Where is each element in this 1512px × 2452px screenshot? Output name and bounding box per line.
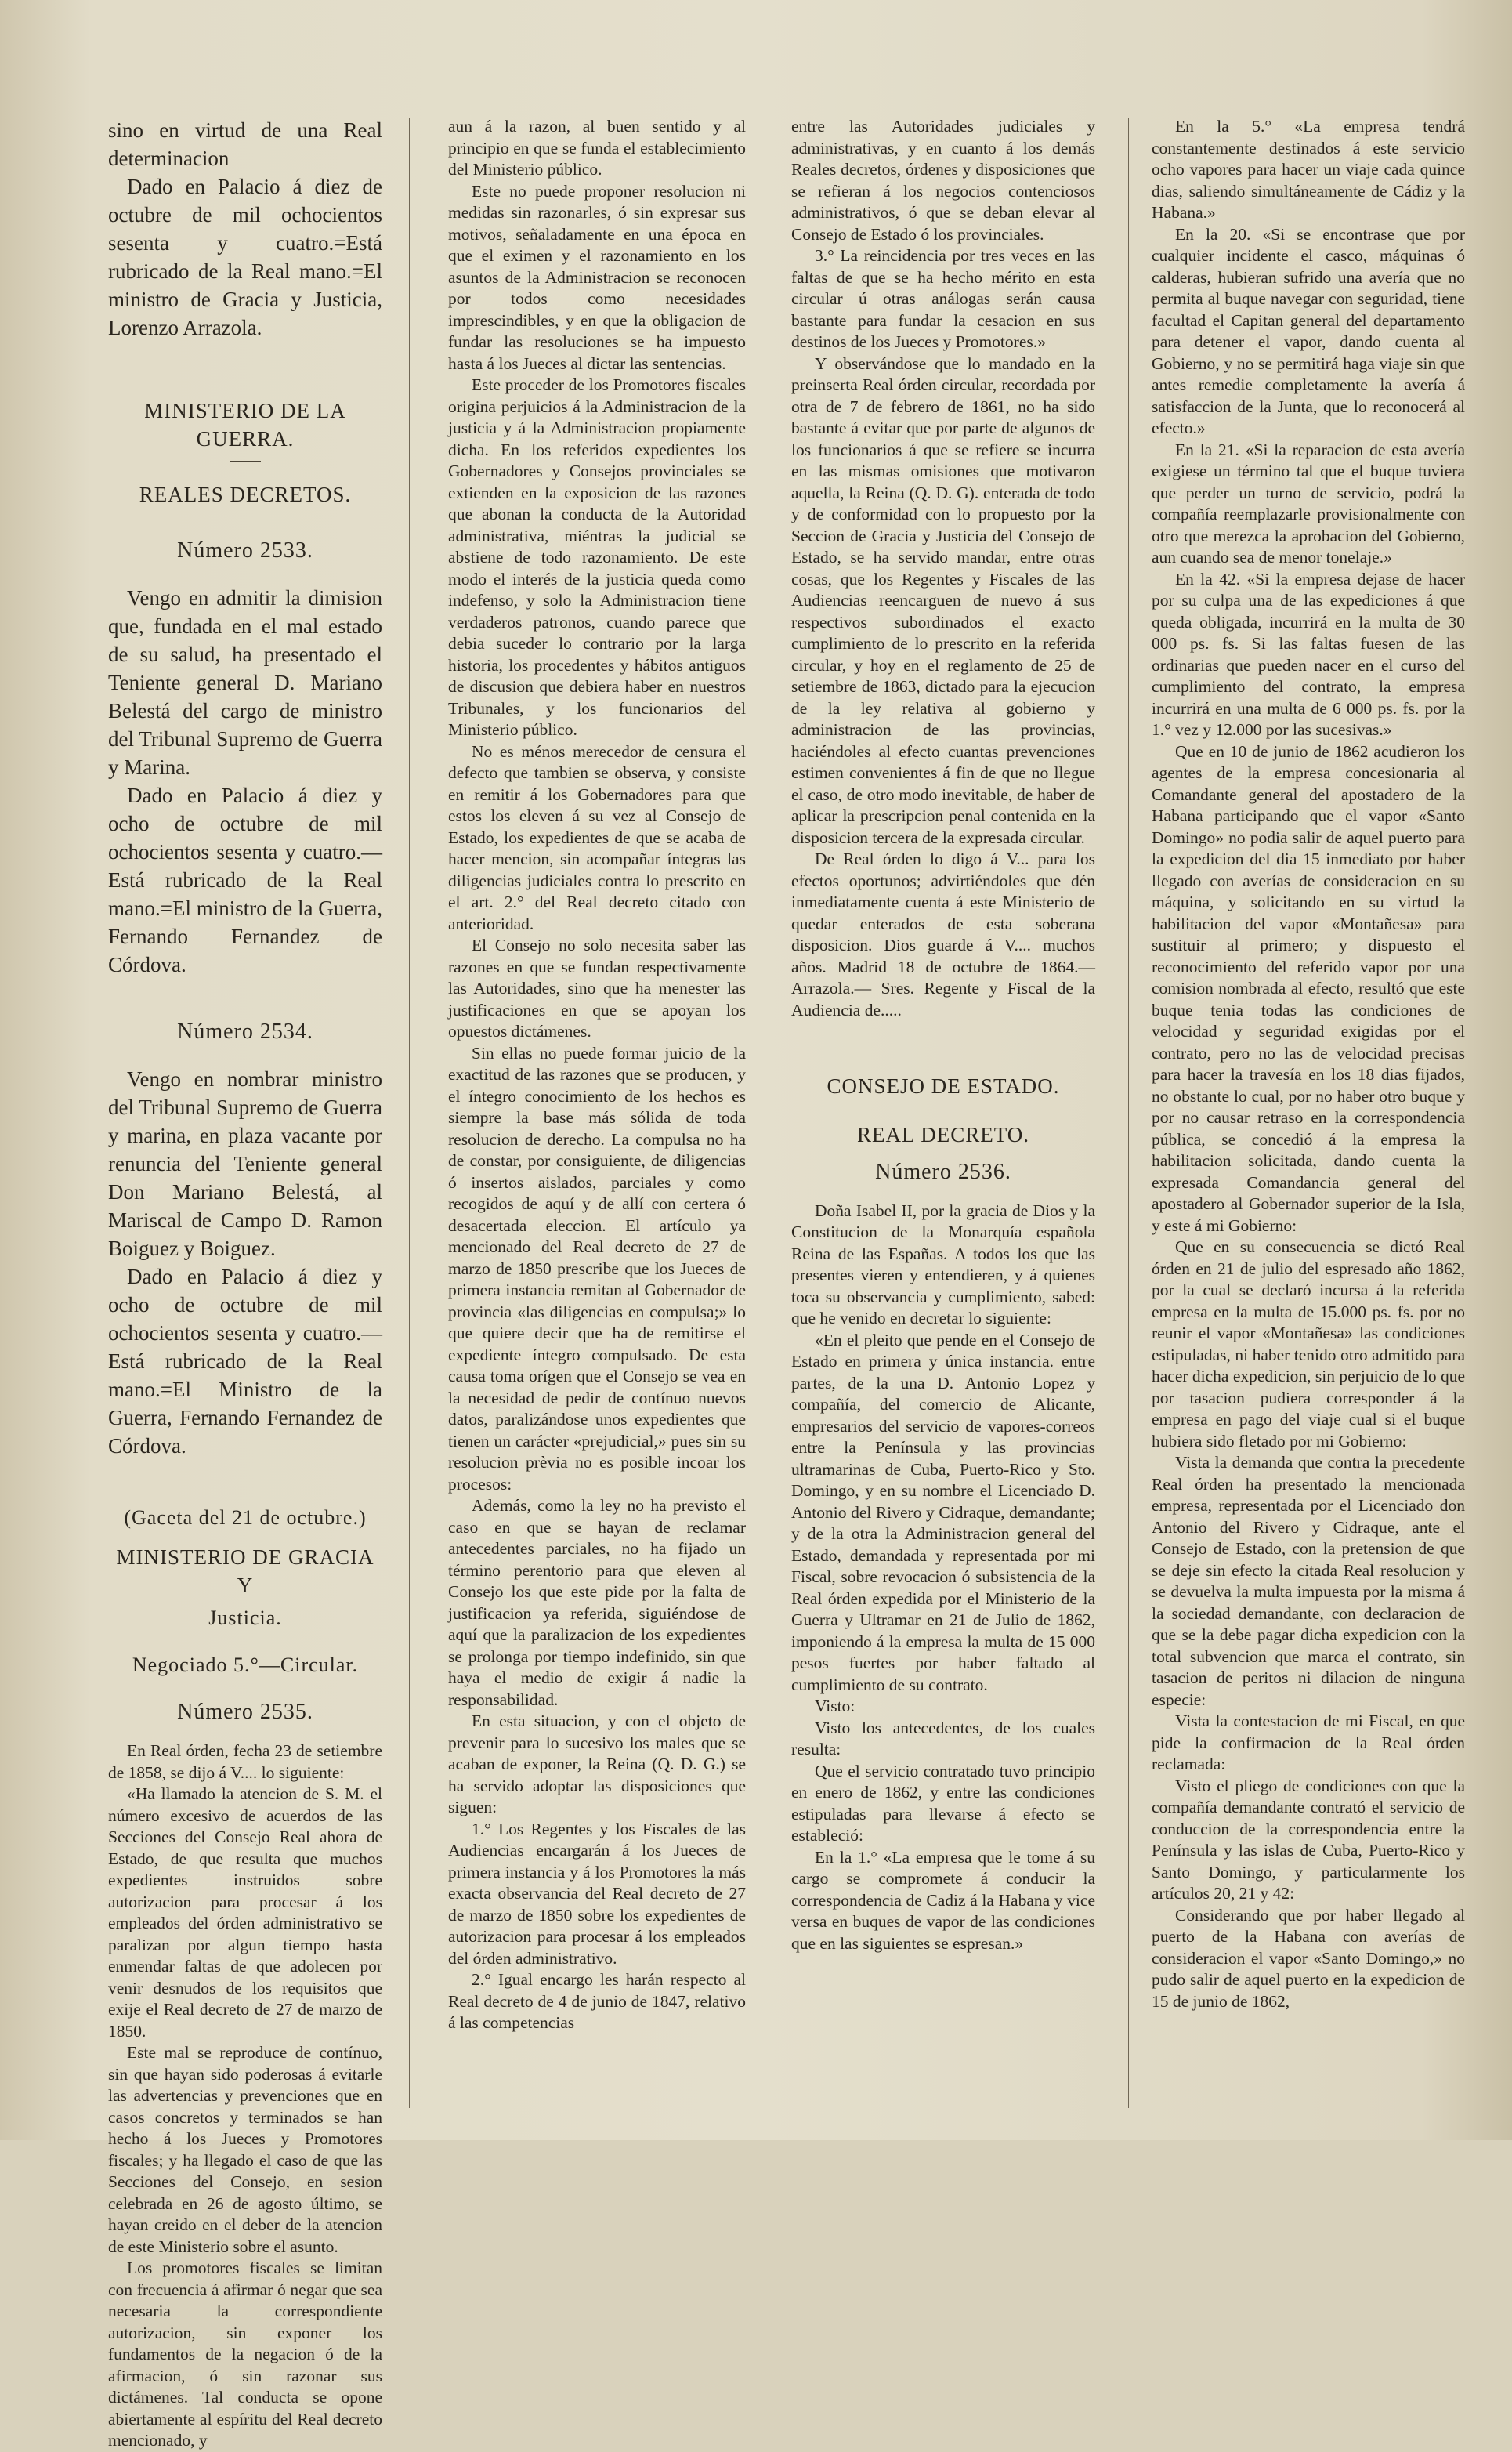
paragraph: Además, como la ley no ha previsto el caso en que se hayan de reclamar antecedentes parciales, no ha fijado un término perentorio para que eleven al Consejo los que este pide por la falta de justificacion ya referida, siguiéndose de aquí que la paralizacion de los expedientes se prolonga por tiempo indefinido, sin que haya el medio de exigir á nadie la responsabilidad. [448,1496,746,1709]
decree-number: Número 2534. [177,1020,313,1044]
paragraph: En Real órden, fecha 23 de setiembre de 1858, se dijo á V.... lo siguiente: [108,1741,382,1782]
paragraph: Sin ellas no puede formar juicio de la exactitud de las razones que se producen, y el íntegro conocimiento de los hechos es siempre la base más sólida de toda resolucion de derecho. La compulsa no ha de constar, por consiguiente, de diligencias ó insertos aislados, parciales y como recogidos de aquí y de allí con certera ó desacertada eleccion. El artículo ya mencionado del Real decreto de 27 de marzo de 1850 prescribe que los Jueces de primera instancia remitan al Gobernador de provincia «las diligencias en compulsa;» lo que quiere decir que ha de remitirse el expediente íntegro compulsado. De esta causa toma orígen que el Consejo se vea en la necesidad de pedir de contínuo nuevos datos, paralizándose unos expedientes que tienen un carácter «prejudicial,» pues sin su resolucion prèvia no es posible incoar los procesos: [448,1043,746,1494]
paragraph: Dado en Palacio á diez y ocho de octubre de mil ochocientos sesenta y cuatro.—Está rubricado de la Real mano.=El ministro de la Guerra, Fernando Fernandez de Córdova. [108,784,382,976]
decree-number: Número 2535. [177,1700,313,1724]
paragraph: Dado en Palacio á diez de octubre de mil ochocientos sesenta y cuatro.=Está rubricado de la Real mano.=El ministro de Gracia y Justicia, Lorenzo Arrazola. [108,175,382,339]
double-rule [230,458,261,462]
paragraph: Considerando que por haber llegado al puerto de la Habana con averías de consideracion el vapor «Santo Domingo,» no pudo salir de aquel puerto en la expedicion de 15 de junio de 1862, [1152,1905,1465,2011]
paragraph: En la 21. «Si la reparacion de esta avería exigiese un término tal que el buque tuviera que perder un turno de servicio, podrá la compañía reemplazarle provisionalmente con otro que merezca la aprobacion del Gobierno, aun cuando sea de menor tonelaje.» [1152,440,1465,567]
section-subheading: REAL DECRETO. [857,1122,1029,1146]
paragraph: De Real órden lo digo á V... para los efectos oportunos; advirtiéndoles que dén inmediatamente cuenta á este Ministerio de quedar enterados de esta soberana disposicion. Dios guarde á V.... muchos años. Madrid 18 de octubre de 1864.—Arrazola.— Sres. Regente y Fiscal de la Audiencia de..... [791,849,1095,1020]
section-heading: MINISTERIO DE GRACIA Y [116,1545,374,1597]
paragraph: Este mal se reproduce de contínuo, sin que hayan sido poderosas á evitarle las advertencias y prevenciones que en casos concretos y terminados se han hecho á los Jueces y Promotores fiscales; y ha llegado el caso de que las Secciones del Consejo, en sesion celebrada en 26 de agosto último, se hayan creido en el deber de la atencion de este Ministerio sobre el asunto. [108,2043,382,2256]
paragraph: No es ménos merecedor de censura el defecto que tambien se observa, y consiste en remitir á los Gobernadores para que estos los eleven á su vez al Consejo de Estado, los expedientes de que se acaba de hacer mencion, sin acompañar íntegras las diligencias judiciales contra lo prescrito en el art. 2.° del Real decreto citado con anterioridad. [448,741,746,933]
paragraph: Que el servicio contratado tuvo principio en enero de 1862, y entre las condiciones estipuladas para llevarse á efecto se estableció: [791,1761,1095,1845]
column-2 [448,116,746,2130]
paragraph: Visto los antecedentes, de los cuales resulta: [791,1718,1095,1758]
paragraph: Doña Isabel II, por la gracia de Dios y la Constitucion de la Monarquía española Reina de las Españas. A todos los que las presentes vieren y entendieren, y á quienes toca su observancia y cumplimiento, sabed: que he venido en decretar lo siguiente: [791,1201,1095,1327]
paragraph: «Ha llamado la atencion de S. M. el número excesivo de acuerdos de las Secciones del Consejo Real ahora de Estado, de que resulta que muchos expedientes instruidos sobre autorizacion para procesar á los empleados del órden administrativo se paralizan por algun tiempo hasta enmendar faltas de que adolecen por venir desnudos de los requisitos que exije el Real decreto de 27 de marzo de 1850. [108,1784,382,2041]
paragraph: Vengo en nombrar ministro del Tribunal Supremo de Guerra y marina, en plaza vacante por renuncia del Teniente general Don Mariano Belestá, al Mariscal de Campo D. Ramon Boiguez y Boiguez. [108,1067,382,1260]
paragraph: Que en 10 de junio de 1862 acudieron los agentes de la empresa concesionaria al Comandante general del apostadero de la Habana participando que el vapor «Santo Domingo» no podia salir de aquel puerto para la expedicion del dia 15 inmediato por haber llegado con averías de consideracion en su máquina, y solicitando en su virtud la habilitacion del vapor «Montañesa» para sustituir al primero; y dispuesto el reconocimiento del referido vapor por una comision nombrada al efecto, resultó que este buque tenia todas las condiciones de velocidad y seguridad exigidas por el contrato, pero no las de velocidad precisas para hacer la travesía en los 18 dias fijados, no obstante lo cual, por no haber otro buque y por no causar retraso en la correspondencia pública, se concedió á la empresa la habilitacion solicitada, dando cuenta la expresada Comandancia general del apostadero al Gobernador superior de la Isla, y este á mi Gobierno: [1152,741,1465,1235]
decree-number: Número 2533. [177,538,313,563]
paragraph: Vista la contestacion de mi Fiscal, en que pide la confirmacion de la Real órden reclamada: [1152,1711,1465,1773]
paragraph: Dado en Palacio á diez y ocho de octubre de mil ochocientos sesenta y cuatro.—Está rubricado de la Real mano.=El Ministro de la Guerra, Fernando Fernandez de Córdova. [108,1265,382,1458]
section-heading: CONSEJO DE ESTADO. [827,1074,1060,1098]
paragraph: En la 42. «Si la empresa dejase de hacer por su culpa una de las expediciones á que queda obligada, incurrirá en la multa de 30 000 ps. fs. Si las faltas fuesen de las ordinarias que pueden nacer en el curso del cumplimiento del contrato, la empresa incurrirá en una multa de 6 000 ps. fs. por la 1.° vez y 12.000 por las sucesivas.» [1152,569,1465,739]
paragraph: En la 1.° «La empresa que le tome á su cargo se compromete á conducir la correspondencia de Cadiz á la Habana y vice versa en buques de vapor de las condiciones que en las siguientes se espresan.» [791,1847,1095,1953]
paragraph: El Consejo no solo necesita saber las razones en que se fundan respectivamente las Autoridades, sino que ha menester las justificaciones en que se apoyan los opuestos dictámenes. [448,936,746,1041]
column-4 [1152,116,1465,2130]
paragraph: 1.° Los Regentes y los Fiscales de las Audiencias encargarán á los Jueces de primera instancia y á los Promotores la más exacta observancia del Real decreto de 27 de marzo de 1850 sobre los expedientes de autorizacion para procesar á los empleados del órden administrativo. [448,1819,746,1968]
section-heading-cont: Justicia. [208,1606,282,1629]
negociado-label: Negociado 5.°—Circular. [132,1653,359,1676]
paragraph: Visto el pliego de condiciones con que la compañía demandante contrató el servicio de conduccion de la correspondencia entre la Península y las islas de Cuba, Puerto-Rico y Santo Domingo, y particularmente los artículos 20, 21 y 42: [1152,1776,1465,1903]
paragraph: sino en virtud de una Real determinacion [108,118,382,170]
paragraph: Vista la demanda que contra la precedente Real órden ha presentado la mencionada empresa, representada por el Licenciado don Antonio del Rivero y Cidraque, ante el Consejo de Estado, con la pretension de que se deje sin efecto la citada Real resolucion y se devuelva la multa impuesta por la misma á la sociedad demandante, con declaracion de que se la debe pagar dicha expedicion con la total subvencion que marca el contrato, sin tasacion de peritos ni dilacion de ninguna especie: [1152,1453,1465,1709]
decree-number: Número 2536. [875,1160,1011,1184]
paragraph: Vengo en admitir la dimision que, fundada en el mal estado de su salud, ha presentado el Teniente general D. Mariano Belestá del cargo de ministro del Tribunal Supremo de Guerra y Marina. [108,586,382,779]
section-heading: MINISTERIO DE LA GUERRA. [144,399,346,451]
paragraph: En la 5.° «La empresa tendrá constantemente destinados á este servicio ocho vapores para hacer un viaje cada quince dias, saliendo simultáneamente de Cádiz y la Habana.» [1152,117,1465,222]
column-3 [791,116,1095,2130]
paragraph: «En el pleito que pende en el Consejo de Estado en primera y única instancia. entre partes, de la una D. Antonio Lopez y compañía, del comercio de Alicante, empresarios del servicio de vapores-correos entre la Península y las provincias ultramarinas de Cuba, Puerto-Rico y Sto. Domingo, y en su nombre el Licenciado D. Antonio del Rivero y Cidraque, demandante; y de la otra la Administracion general del Estado, demandada y representada por mi Fiscal, sobre revocacion ó subsistencia de la Real órden expedida por el Ministerio de la Guerra y Ultramar en 21 de Julio de 1862, imponiendo á la empresa la multa de 15 000 pesos fuertes por haber faltado al cumplimiento de su contrato. [791,1330,1095,1694]
column-rule [409,118,410,2108]
section-subheading: REALES DECRETOS. [139,483,352,506]
paragraph: En la 20. «Si se encontrase que por cualquier incidente el casco, máquinas ó calderas, hubieran sufrido una avería que no permita al buque navegar con seguridad, tiene facultad el Capitan general del departamento para detener el vapor, dando cuenta al Gobierno, y no se permitirá haga viaje sin que antes remedie completamente la avería á satisfaccion de la Junta, que lo reconocerá al efecto.» [1152,224,1465,437]
column-rule [1128,118,1129,2108]
column-1 [108,116,382,2450]
paragraph: Este proceder de los Promotores fiscales origina perjuicios á la Administracion de la justicia y á la Administracion propiamente dicha. En los referidos expedientes los Gobernadores y Consejos provinciales se extienden en la exposicion de las razones que abonan la conducta de la Autoridad administrativa, miéntras la judicial se abstiene de todo razonamiento. De este modo el interés de la justicia queda como indefenso, y solo la Administracion tiene verdaderos patronos, cuando parece que debia suceder lo contrario por la larga historia, los procedentes y hábitos antiguos de discusion que debiera haber en nuestros Tribunales, y los funcionarios del Ministerio público. [448,375,746,739]
paragraph: 2.° Igual encargo les harán respecto al Real decreto de 4 de junio de 1847, relativo á las competencias [448,1970,746,2032]
paragraph: En esta situacion, y con el objeto de prevenir para lo sucesivo los males que se acaban de exponer, la Reina (Q. D. G.) se ha servido adoptar las disposiciones que siguen: [448,1711,746,1816]
paragraph: Visto: [815,1697,855,1715]
paragraph: 3.° La reincidencia por tres veces en las faltas de que se ha hecho mérito en esta circular ú otras análogas serán causa bastante para fundar la cesacion en sus destinos de los Jueces y Promotores.» [791,246,1095,351]
paragraph: Este no puede proponer resolucion ni medidas sin razonarles, ó sin expresar sus motivos, señaladamente en una época en que el eximen y el razonamiento en los asuntos de la Administracion se reconocen por todos como necesidades imprescindibles, y en que la obligacion de fundar las resoluciones se ha impuesto hasta á los Jueces al dictar las sentencias. [448,181,746,373]
paragraph: aun á la razon, al buen sentido y al principio en que se funda el establecimiento del Ministerio público. [448,117,746,179]
paragraph: Los promotores fiscales se limitan con frecuencia á afirmar ó negar que sea necesaria la correspondiente autorizacion, sin exponer los fundamentos de la negacion ó de la afirmacion, ó sin razonar sus dictámenes. Tal conducta se opone abiertamente al espíritu del Real decreto mencionado, y [108,2258,382,2450]
paragraph: Y observándose que lo mandado en la preinserta Real órden circular, recordada por otra de 7 de febrero de 1861, no ha sido bastante á evitar que por parte de algunos de los funcionarios á que se refiere se incurra en las mismas omisiones que motivaron aquella, la Reina (Q. D. G). enterada de todo y de conformidad con lo propuesto por la Seccion de Gracia y Justicia del Consejo de Estado, se ha servido mandar, entre otras cosas, que los Regentes y Fiscales de las Audiencias reencarguen de nuevo á sus respectivos subordinados el exacto cumplimiento de lo prescrito en la referida circular, y hoy en el reglamento de 25 de setiembre de 1863, dictado para la ejecucion de la ley relativa al gobierno y administracion de las provincias, haciéndoles al efecto cuantas prevenciones estimen convenientes á fin de que no llegue el caso, de otro modo inevitable, de haber de aplicar la prescripcion penal contenida en la disposicion tercera de la expresada circular. [791,353,1095,847]
paragraph: Que en su consecuencia se dictó Real órden en 21 de julio del espresado año 1862, por la cual se declaró incursa á la referida empresa en la multa de 15.000 ps. fs. por no reunir el vapor «Montañesa» las condiciones estipuladas, ni haber tenido otro admitido para hacer dicha expedicion, sin perjuicio de lo que por tasacion pudiera corresponder á la empresa en pago del viaje cual si el buque hubiera sido fletado por mi Gobierno: [1152,1237,1465,1451]
paragraph: entre las Autoridades judiciales y administrativas, y en cuanto á los demás Reales decretos, órdenes y disposiciones que se refieran á los negocios contenciosos administrativos, ó que se deban elevar al Consejo de Estado ó los provinciales. [791,117,1095,244]
gazette-date: (Gaceta del 21 de octubre.) [124,1506,367,1529]
